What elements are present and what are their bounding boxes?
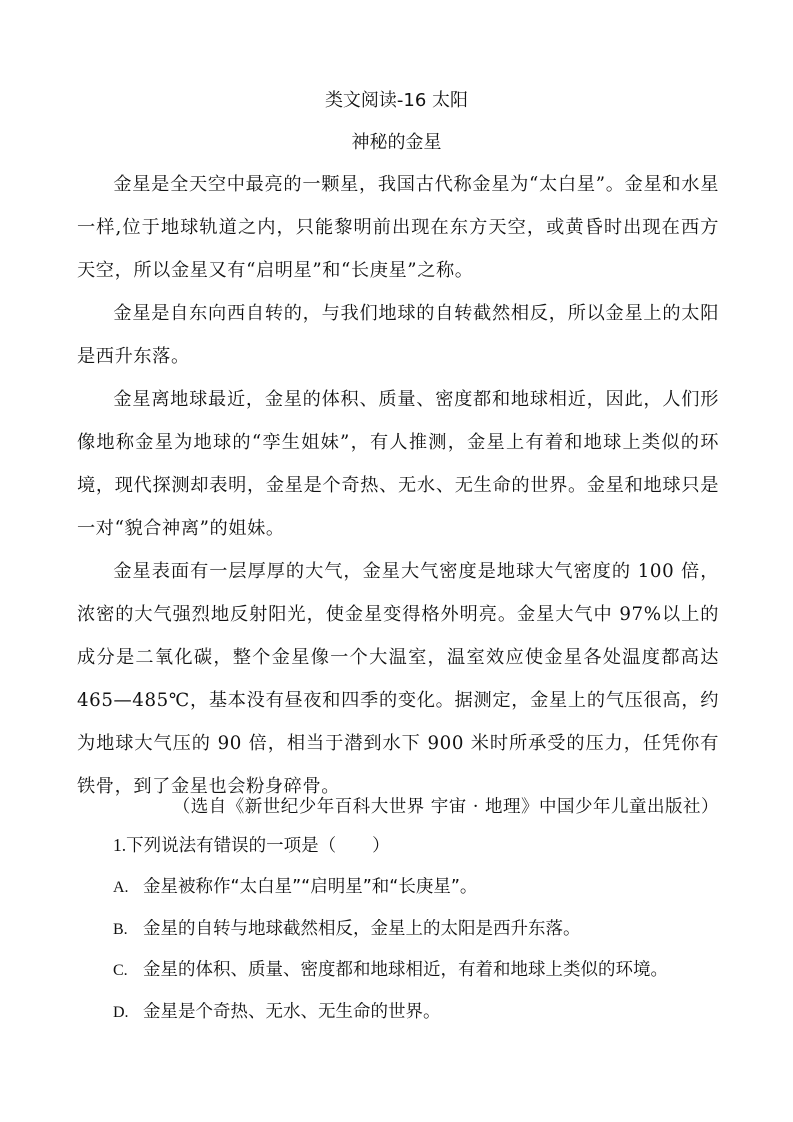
paragraph-4: 金星表面有一层厚厚的大气，金星大气密度是地球大气密度的 100 倍，浓密的大气强烈地反射阳光，使金星变得格外明亮。金星大气中 97%以上的成分是二氧化碳，整个金星像一个大温室，温室效应使金星各处温度都高达 465—485℃，基本没有昼夜和四季的变化。据测定，金星上的气压很高，约为地球大气压的 90 倍，相当于潜到水下 900 米时所承受的压力，任凭你有铁骨，到了金星也会粉身碎骨。 xyxy=(77,561,719,797)
question-stem xyxy=(113,832,733,859)
source-citation: （选自《新世纪少年百科大世界 宇宙 · 地理》中国少年儿童出版社） xyxy=(172,797,719,817)
option-text: 金星的体积、质量、密度都和地球相近，有着和地球上类似的环境。 xyxy=(143,960,668,980)
option-letter: A. xyxy=(113,879,129,896)
paragraph-3: 金星离地球最近，金星的体积、质量、密度都和地球相近，因此，人们形像地称金星为地球的“孪生姐妹”，有人推测，金星上有着和地球上类似的环境，现代探测却表明，金星是个奇热、无水、无生命的世界。金星和地球只是一对“貌合神离”的姐妹。 xyxy=(77,389,719,539)
option-c xyxy=(113,957,733,984)
option-letter: B. xyxy=(113,921,128,938)
article-title: 神秘的金星 xyxy=(351,132,442,153)
paragraph-1: 金星是全天空中最亮的一颗星，我国古代称金星为“太白星”。金星和水星一样,位于地球轨道之内，只能黎明前出现在东方天空，或黄昏时出现在西方天空，所以金星又有“启明星”和“长庚星”之称。 xyxy=(77,174,719,281)
paragraph-2: 金星是自东向西自转的，与我们地球的自转截然相反，所以金星上的太阳是西升东落。 xyxy=(77,303,719,367)
option-text: 金星是个奇热、无水、无生命的世界。 xyxy=(143,1002,441,1022)
article-body xyxy=(77,163,719,808)
option-letter: D. xyxy=(113,1004,129,1021)
question-close-paren: ） xyxy=(372,836,390,856)
document-title: 类文阅读-16 太阳 xyxy=(324,90,469,111)
option-text: 金星的自转与地球截然相反，金星上的太阳是西升东落。 xyxy=(143,919,581,939)
question-number: 1. xyxy=(113,835,127,855)
question-text: 下列说法有错误的一项是（ xyxy=(126,836,337,856)
option-text: 金星被称作“太白星”“启明星”和“长庚星”。 xyxy=(143,877,478,897)
option-a xyxy=(113,874,733,901)
option-letter: C. xyxy=(113,962,128,979)
option-d xyxy=(113,999,733,1026)
option-b xyxy=(113,916,733,943)
